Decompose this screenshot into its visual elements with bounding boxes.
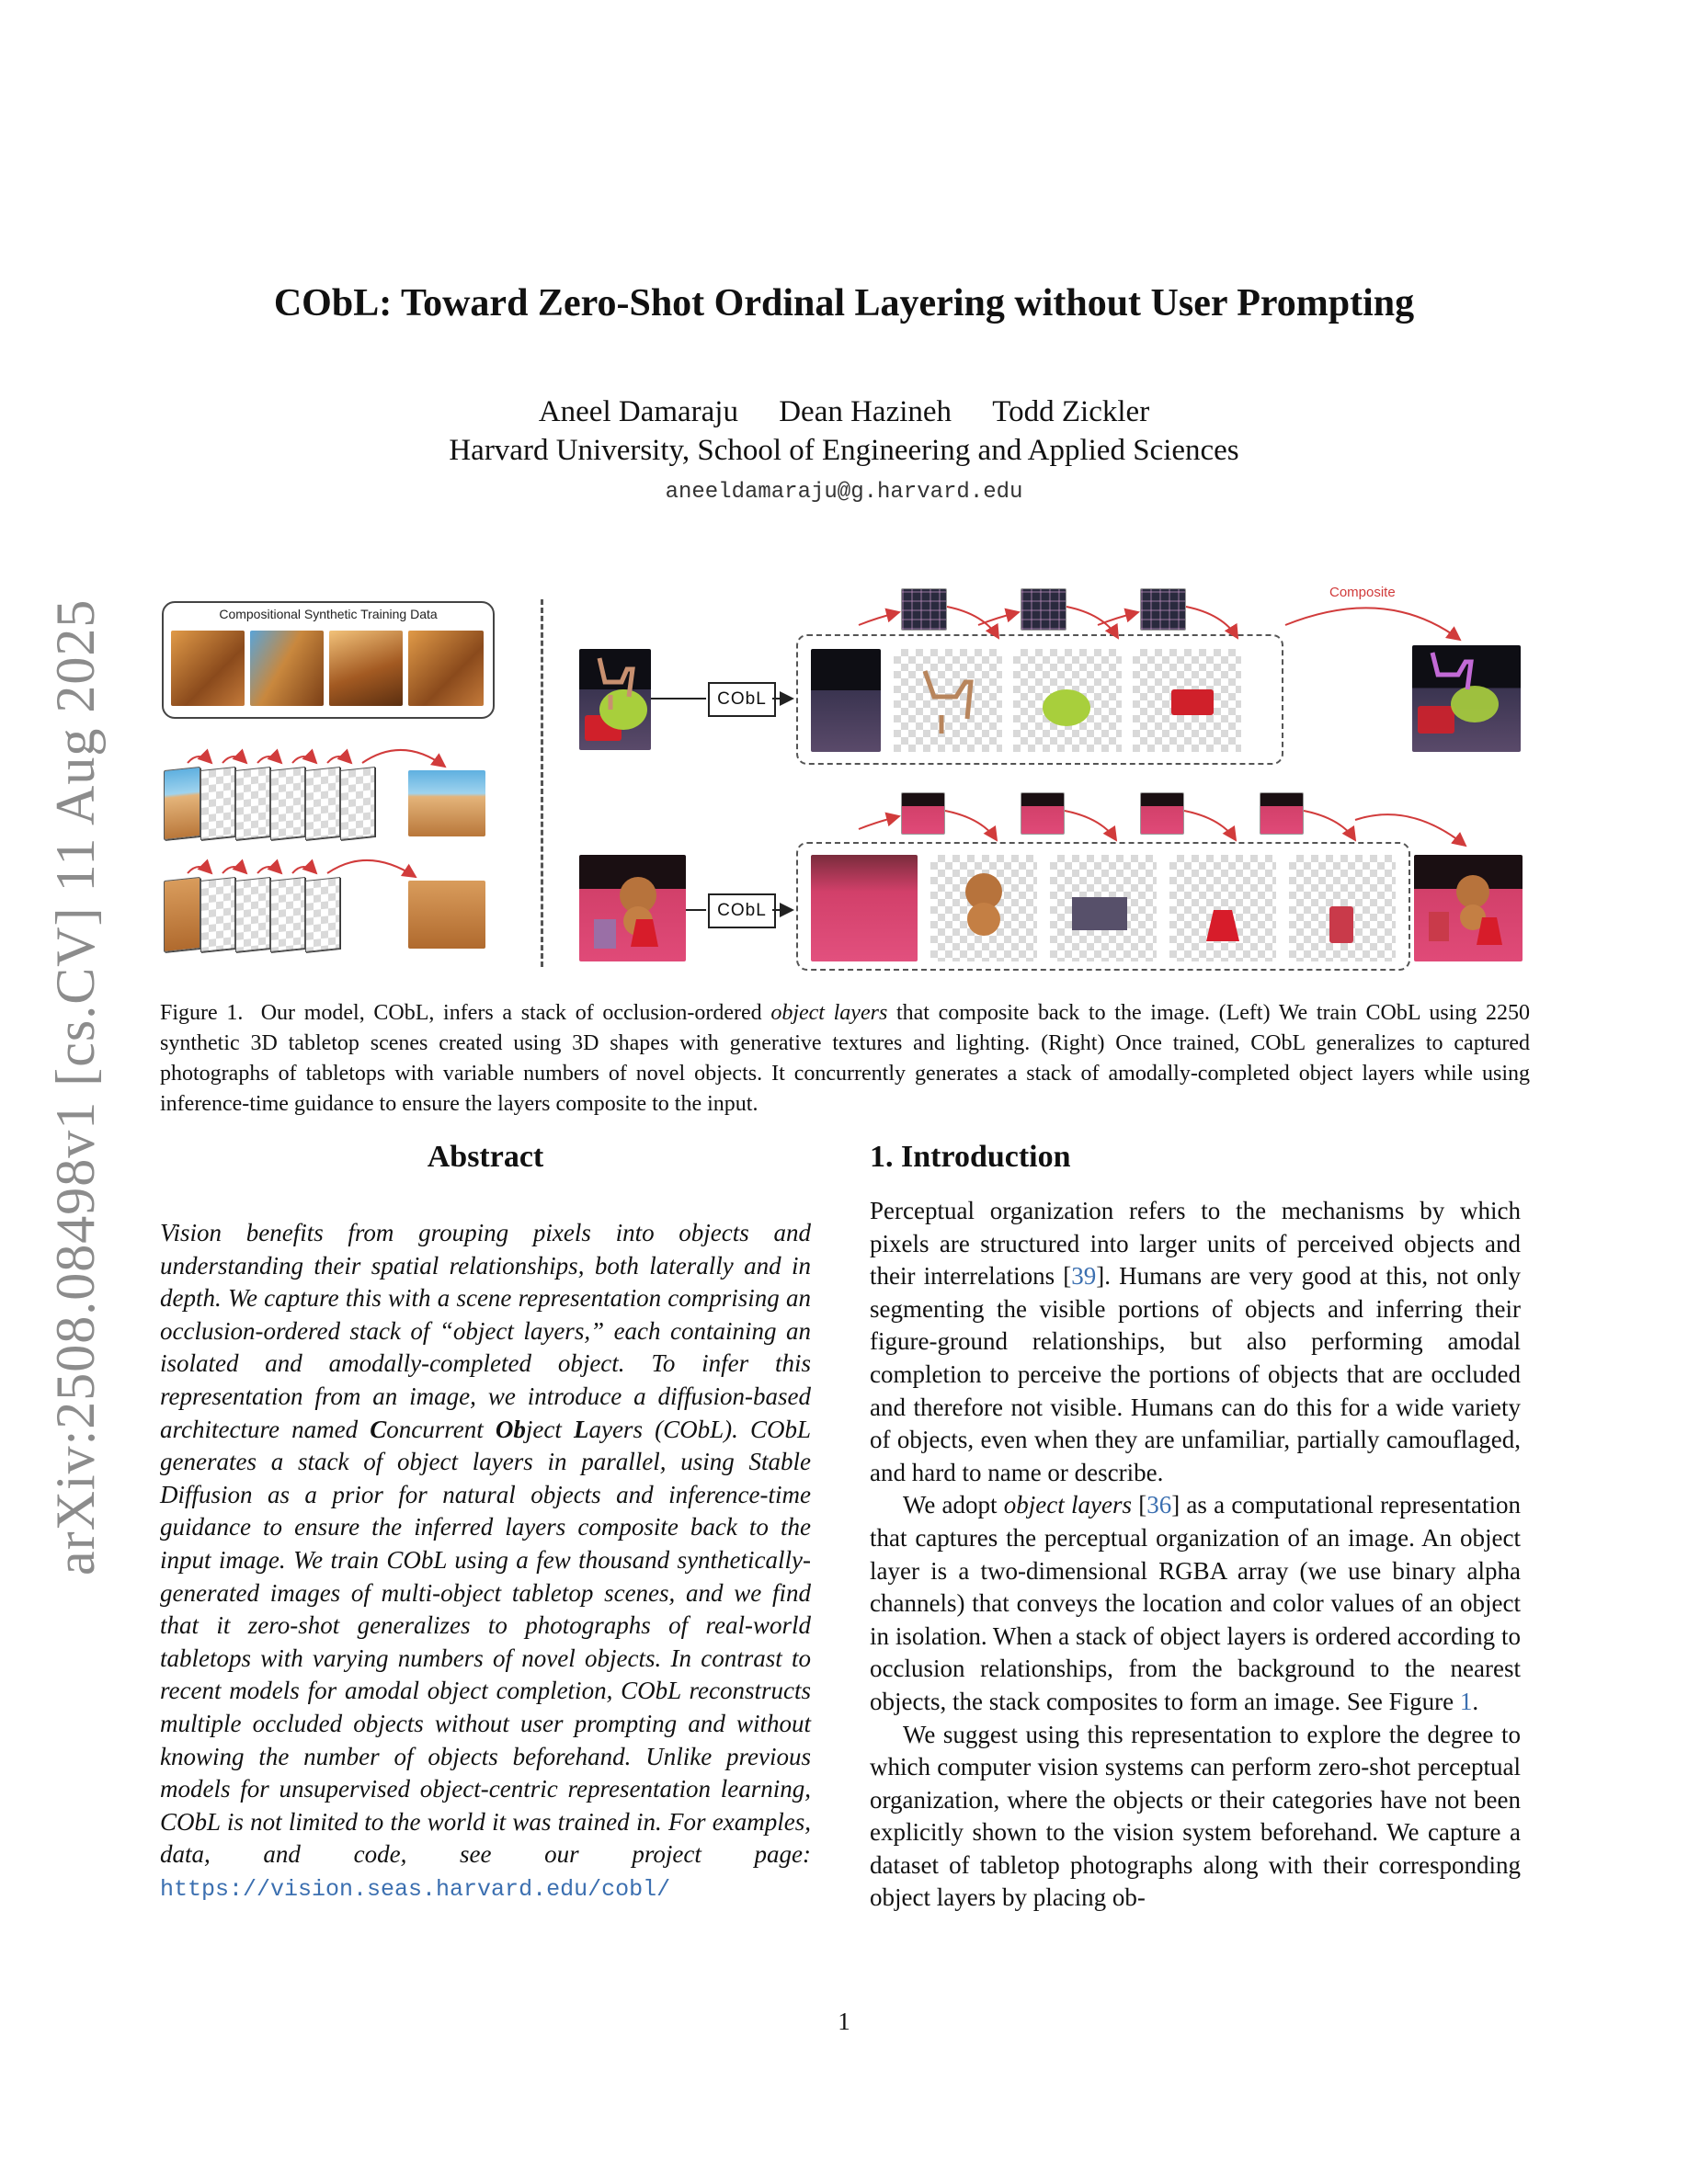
abstract-text: Vision benefits from grouping pixels into objects and understanding their spatial relationships, both laterally and in depth. We capture this with a scene representation comprising an occlusion-ordered stack of “object layers,” each containing an isolated and amodally-completed object. To infer this representation from an image, we introduce a diffusion-based architecture named Concurrent Object Layers (CObL). CObL generates a stack of object layers in parallel, using Stable Diffusion as a prior for natural objects and inference-time guidance to ensure the inferred layers composite back to the input image. We train CObL using a few thousand synthetically-generated images of multi-object tabletop scenes, and we find that it zero-shot generalizes to photographs of real-world tabletops with varying numbers of novel objects. In contrast to recent models for amodal object completion, CObL reconstructs multiple occluded objects without user prompting and without knowing the number of objects beforehand. Unlike previous models for unsupervised object-centric representation learning, CObL is not limited to the world it was trained in. For examples, data, and code, see our project page: https://vision.seas.harvard.edu/cobl/	[160, 1219, 812, 1903]
citation-link[interactable]: 39	[1071, 1262, 1097, 1291]
author-name: Aneel Damaraju	[538, 395, 738, 428]
caption-text: Our model, CObL, infers a stack of occlusion-ordered	[260, 1001, 762, 1025]
affiliation: Harvard University, School of Engineering and Applied Sciences	[449, 434, 1239, 467]
introduction-section	[870, 1140, 1521, 1915]
synthetic-data-title: Compositional Synthetic Training Data	[219, 607, 438, 621]
figure-1	[160, 585, 1530, 974]
caption-label: Figure 1.	[160, 1001, 244, 1025]
author-name: Dean Hazineh	[779, 395, 952, 428]
author-name: Todd Zickler	[992, 395, 1150, 428]
paragraph: We adopt object layers [36] as a computational representation that captures the perceptual organization of an image. An object layer is a two-dimensional RGBA array (we use binary alpha channels) that conveys the location and color values of an object in isolation. When a stack of object layers is ordered according to occlusion relationships, from the background to the nearest objects, the stack composites to form an image. See Figure 1.	[870, 1491, 1521, 1715]
introduction-heading: 1. Introduction	[870, 1140, 1071, 1174]
figure-illustration-overlay	[160, 588, 1530, 974]
page-number: 1	[838, 2008, 850, 2035]
composite-label: Composite	[1329, 585, 1396, 600]
paper-title: CObL: Toward Zero-Shot Ordinal Layering without User Prompting	[273, 282, 1415, 324]
cobl-model-box: CObL	[708, 682, 776, 717]
figure-reference-link[interactable]: 1	[1459, 1687, 1473, 1715]
caption-emphasis: object layers	[770, 1001, 888, 1025]
paragraph: We suggest using this representation to explore the degree to which computer vision systems can perform zero-shot perceptual organization, where the objects or their categories have not been explicitly shown to the vision system beforehand. We capture a dataset of tabletop photographs along with their corresponding object layers by placing ob-	[870, 1720, 1521, 1912]
cobl-model-box: CObL	[708, 893, 776, 928]
citation-link[interactable]: 36	[1146, 1491, 1172, 1519]
author-list	[0, 395, 1688, 429]
abstract-section	[160, 1140, 811, 1905]
caption-text: that composite back to the image. (Left) We train CObL using 2250 synthetic 3D tabletop scenes created using 3D shapes with generative textures and lighting. (Right) Once trained, CObL generalizes to captured photographs of tabletops with variable numbers of novel objects. It concurrently generates a stack of amodally-completed object layers while using inference-time guidance to ensure the layers composite to the input.	[160, 1001, 1531, 1116]
project-page-link[interactable]: https://vision.seas.harvard.edu/cobl/	[160, 1875, 671, 1903]
paragraph: Perceptual organization refers to the mechanisms by which pixels are structured into larger units of perceived objects and their interrelations [39]. Humans are very good at this, not only segmenting the visible portions of objects and inferring their figure-ground relationships, but also performing amodal completion to perceive the portions of objects that are occluded and therefore not visible. Humans can do this for a wide variety of objects, even when they are unfamiliar, partially camouflaged, and hard to name or describe.	[870, 1197, 1521, 1486]
arxiv-identifier: arXiv:2508.08498v1 [cs.CV] 11 Aug 2025	[45, 598, 106, 1575]
introduction-text	[870, 1195, 1521, 1915]
author-email[interactable]: aneeldamaraju@g.harvard.edu	[665, 480, 1023, 505]
figure-caption	[160, 998, 1530, 1120]
abstract-heading: Abstract	[427, 1140, 544, 1174]
